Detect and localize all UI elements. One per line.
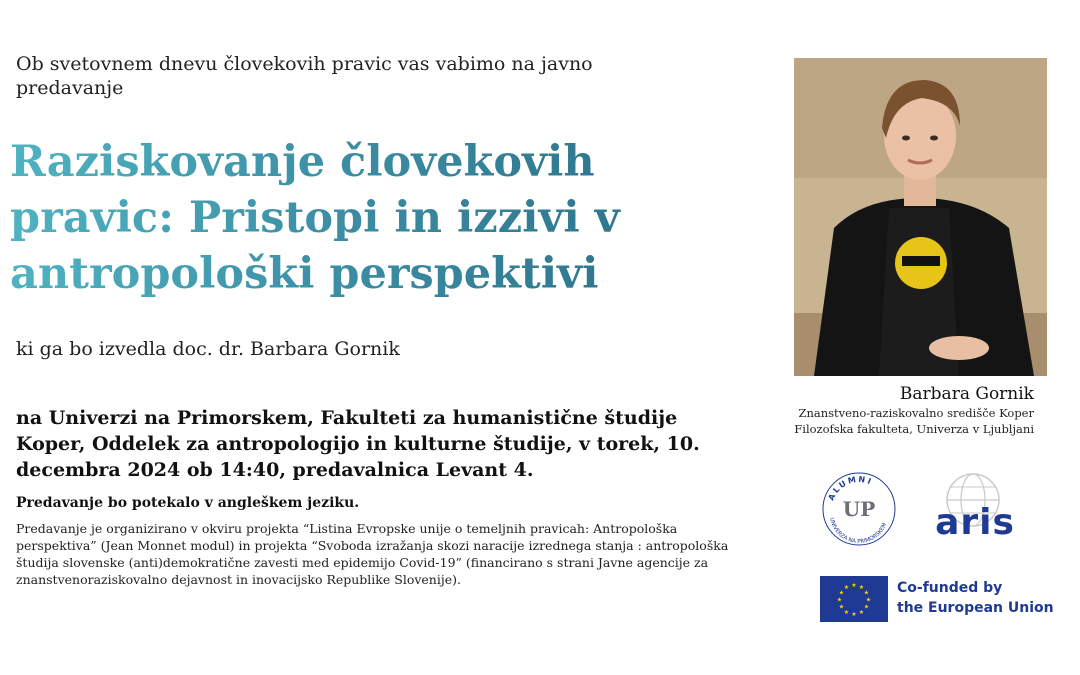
svg-text:★: ★ [838,589,845,597]
alumni-ring-bottom-text: UNIVERZA NA PRIMORSKEM [828,517,889,546]
svg-text:★: ★ [863,589,870,597]
svg-text:★: ★ [838,603,845,611]
svg-text:★: ★ [858,609,865,616]
svg-text:★: ★ [865,596,872,604]
speaker-photo [794,58,1047,376]
svg-text:★: ★ [863,603,870,611]
lecture-title [10,134,730,302]
language-note: Predavanje bo potekalo v angleškem jeziku. [16,495,360,511]
aris-logo [905,472,1045,542]
eu-text-line-1: Co-funded by [897,580,1003,596]
svg-text:★: ★ [843,584,850,591]
title-line-1: Raziskovanje človekovih [10,137,595,187]
svg-text:★: ★ [851,611,857,618]
aris-wordmark: aris [935,502,1015,542]
photo-caption-institute: Znanstveno-raziskovalno središče Koper [798,406,1034,420]
title-line-3: antropološki perspektivi [10,249,599,299]
svg-text:★: ★ [858,584,865,591]
speaker-line: ki ga bo izvedla doc. dr. Barbara Gornik [16,338,400,360]
svg-text:★: ★ [836,596,843,604]
alumni-ring-top-text: ALUMNI [826,474,875,502]
photo-caption-faculty: Filozofska fakulteta, Univerza v Ljubljani [794,422,1034,436]
photo-caption-name: Barbara Gornik [899,384,1034,404]
eu-flag-icon [820,576,888,622]
eu-cofunded-text [897,578,1054,618]
eu-text-line-2: the European Union [897,600,1054,616]
alumni-up-logo [820,470,898,548]
intro-text: Ob svetovnem dnevu človekovih pravic vas vabimo na javno predavanje [16,53,593,99]
speaker-portrait-illustration [794,58,1047,376]
svg-text:UNIVERZA NA PRIMORSKEM [828,517,888,545]
svg-text:★: ★ [851,582,857,589]
funding-note: Predavanje je organizirano v okviru projekta “Listina Evropske unije o temeljnih pravicah: Antropološka perspektiva” (Jean Monnet modul) in projekta “Svoboda izražanja skozi naracije izrednega stanja : antropološka študija slovenske (anti)demokratične zavesti med epidemijo Covid-19” (financirano s strani Javne agencije za znanstvenoraziskovalno dejavnost in inovacijsko Republike Slovenije). [16,521,729,587]
venue-details: na Univerzi na Primorskem, Fakulteti za humanistične študije Koper, Oddelek za antropologijo in kulturne študije, v torek, 10. decembra 2024 ob 14:40, predavalnica Levant 4. [16,407,700,481]
svg-text:★: ★ [843,609,850,616]
alumni-mark-text: UP [842,497,876,521]
title-line-2: pravic: Pristopi in izzivi v [10,193,620,243]
